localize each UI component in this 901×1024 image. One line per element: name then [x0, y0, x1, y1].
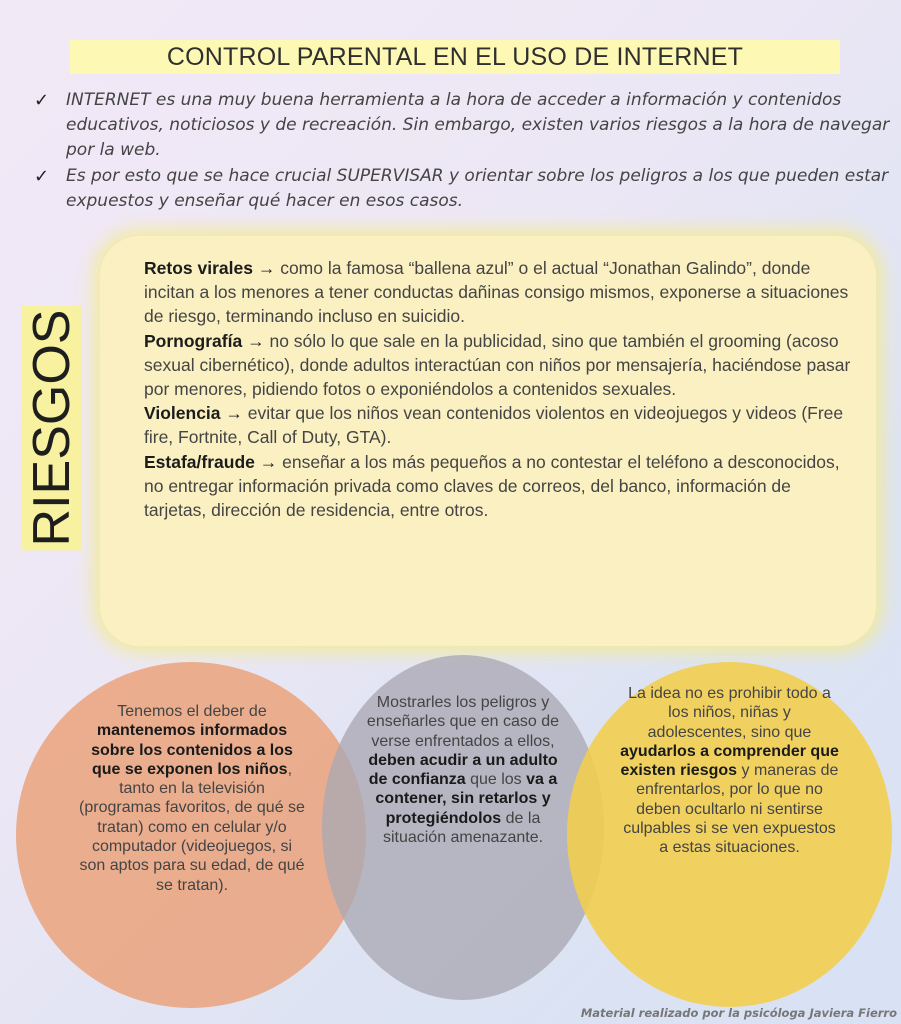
circle-help — [567, 662, 892, 1007]
risk-text: como la famosa “ballena azul” o el actual “Jonathan Galindo”, donde incitan a los menores a tener conductas dañinas consigo mismos, exponerse a situaciones de riesgo, terminando incluso en suicidio. — [144, 258, 849, 327]
page-title: CONTROL PARENTAL EN EL USO DE INTERNET — [70, 40, 840, 74]
intro-item — [34, 164, 894, 214]
arrow-icon: → — [247, 330, 265, 351]
circle-bold-text: ayudarlos a comprender que existen riesgos — [620, 742, 839, 780]
risks-section-label — [12, 309, 92, 546]
intro-text: Es por esto que se hace crucial SUPERVISAR y orientar sobre los peligros a los que pueden estar expuestos y enseñar qué hacer en esos casos. — [66, 166, 889, 211]
circle-text: , tanto en la televisión (programas favoritos, de qué se tratan) como en celular y/o computador (videojuegos, si son aptos para su edad, de qué se tratan). — [79, 760, 305, 894]
circle-text: de la situación amenazante. — [382, 809, 544, 847]
footer-credit: Material realizado por la psicóloga Javiera Fierro — [580, 1006, 897, 1020]
check-icon: ✓ — [34, 90, 50, 111]
arrow-icon: → — [259, 451, 278, 472]
risk-text: evitar que los niños vean contenidos violentos en videojuegos y videos (Free fire, Fortnite, Call of Duty, GTA). — [144, 403, 844, 448]
circle-teach — [322, 655, 604, 1000]
circle-bold-text: deben acudir a un adulto de confianza — [368, 751, 558, 789]
circle-text: que los — [465, 771, 527, 789]
circle-text: Mostrarles los peligros y enseñarles que en caso de verse enfrentados a ellos, — [366, 694, 560, 750]
risk-item-violencia — [144, 401, 856, 449]
circle-text: y maneras de enfrentarlos, por lo que no deben ocultarlo ni sentirse culpables si se ven expuestos a estas situaciones. — [623, 762, 839, 857]
circle-inform — [16, 662, 366, 1008]
arrow-icon: → — [257, 258, 276, 278]
risk-name: Estafa/fraude — [144, 451, 255, 472]
circle-text: La idea no es prohibir todo a los niños, niñas y adolescentes, sino que — [628, 685, 831, 741]
risk-name: Pornografía — [144, 330, 243, 351]
risk-item-retos — [144, 256, 856, 329]
risks-box — [100, 236, 876, 646]
circle-bold-text: mantenemos informados sobre los contenidos a los que se exponen los niños — [91, 722, 293, 778]
circle-text: Tenemos el deber de — [117, 703, 267, 720]
intro-item — [34, 88, 894, 163]
risks-label-text: RIESGOS — [22, 305, 82, 550]
risk-text: enseñar a los más pequeños a no contestar el teléfono a desconocidos, no entregar información privada como claves de correos, del banco, información de tarjetas, dirección de residencia, entre otros. — [144, 451, 840, 521]
risk-item-estafa — [144, 450, 856, 523]
check-icon: ✓ — [34, 166, 50, 187]
intro-text: INTERNET es una muy buena herramienta a la hora de acceder a información y contenidos educativos, noticiosos y de recreación. Sin embargo, existen varios riesgos a la hora de navegar por la web. — [66, 90, 890, 160]
circle-bold-text: va a contener, sin retarlos y protegiéndolos — [375, 771, 558, 827]
risk-name: Retos virales — [144, 258, 253, 278]
risk-item-pornografia — [144, 329, 856, 402]
arrow-icon: → — [225, 403, 243, 424]
risk-name: Violencia — [144, 403, 221, 424]
risk-text: no sólo lo que sale en la publicidad, sino que también el grooming (acoso sexual cibernético), donde adultos interactúan con niños por mensajería, haciéndose pasar por menores, pidiendo fotos o exponiéndolos a contenidos sexuales. — [144, 330, 851, 400]
